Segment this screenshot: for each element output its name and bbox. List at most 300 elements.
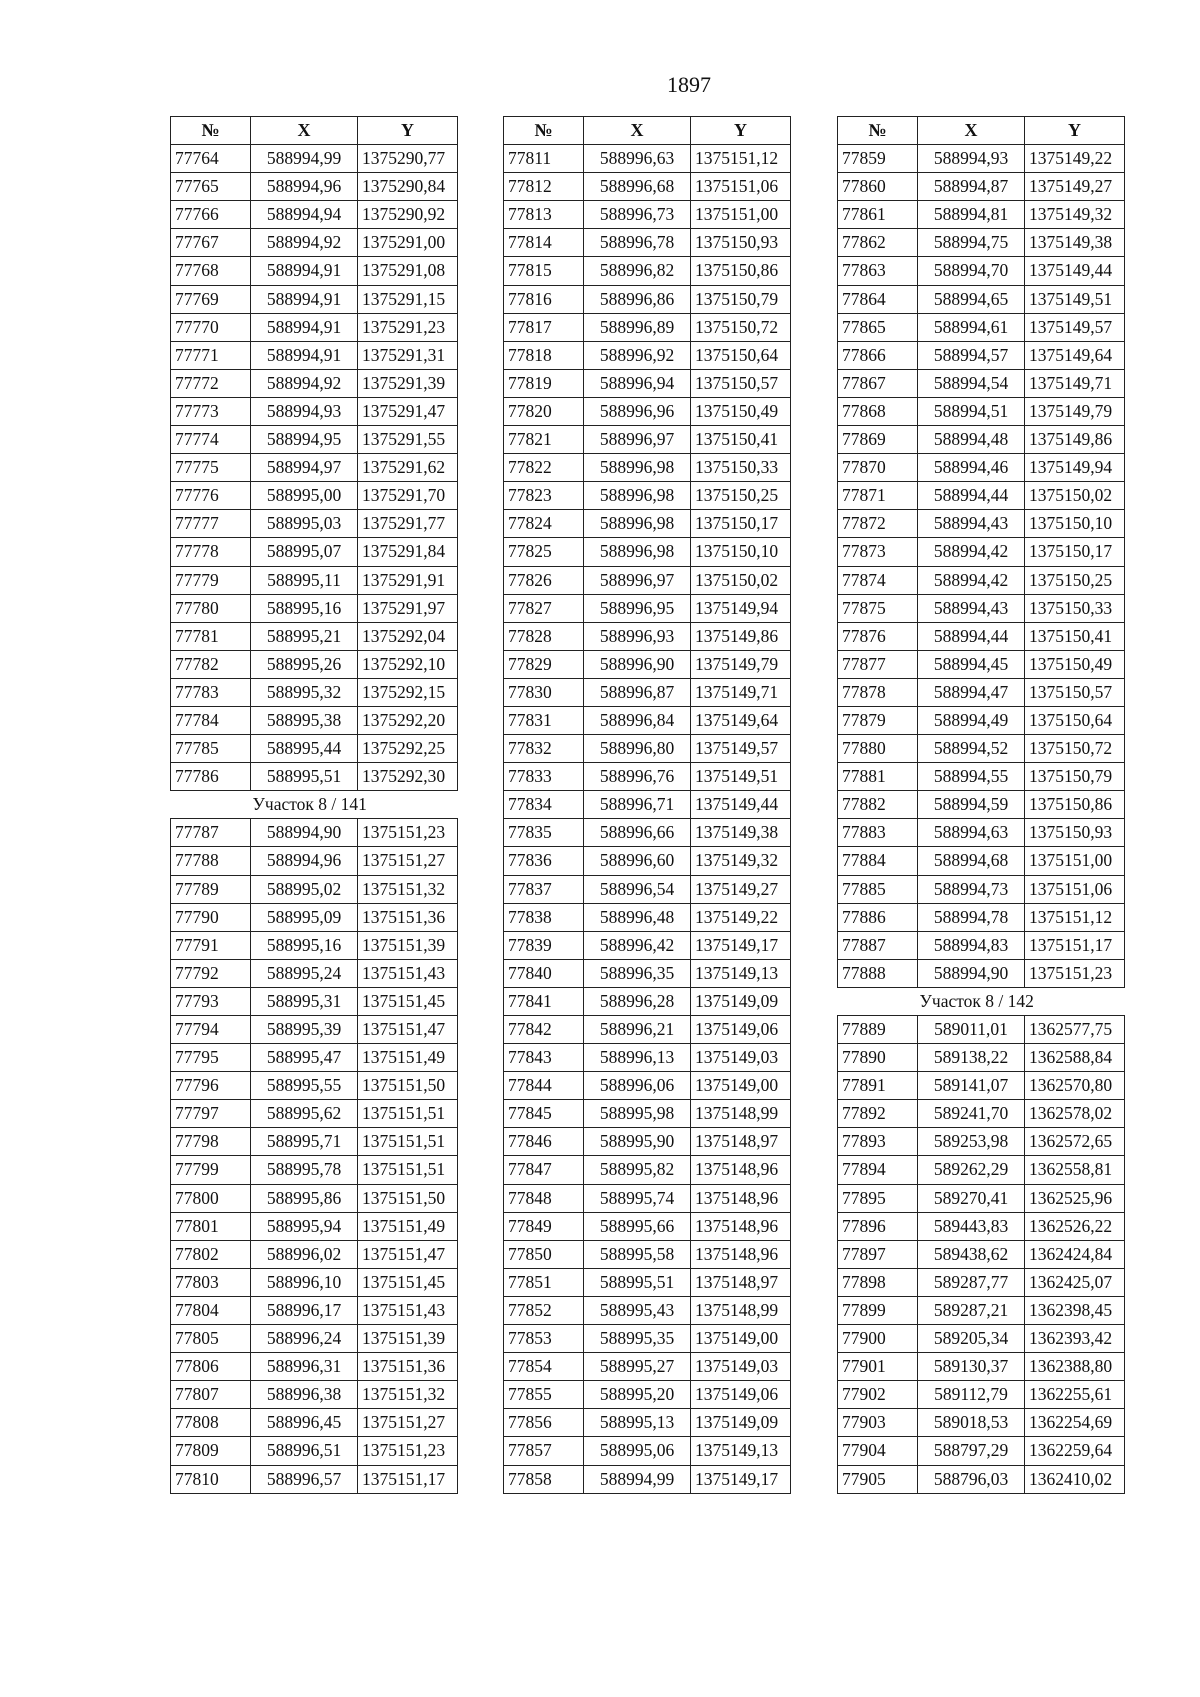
y-coordinate-cell: 1375151,51	[358, 1128, 458, 1156]
y-coordinate-cell: 1375291,15	[358, 285, 458, 313]
point-number-cell: 77830	[504, 678, 584, 706]
x-coordinate-cell: 588996,35	[584, 959, 691, 987]
y-coordinate-cell: 1375150,41	[1025, 622, 1125, 650]
x-coordinate-cell: 588996,42	[584, 931, 691, 959]
x-coordinate-cell: 588994,95	[251, 426, 358, 454]
table-row	[838, 510, 1125, 538]
y-coordinate-cell: 1375151,17	[1025, 931, 1125, 959]
y-coordinate-cell: 1375148,96	[691, 1212, 791, 1240]
y-coordinate-cell: 1362570,80	[1025, 1072, 1125, 1100]
x-coordinate-cell: 589262,29	[918, 1156, 1025, 1184]
y-coordinate-cell: 1362410,02	[1025, 1465, 1125, 1493]
table-row	[171, 1072, 458, 1100]
y-coordinate-cell: 1375149,57	[691, 735, 791, 763]
point-number-cell: 77771	[171, 341, 251, 369]
point-number-cell: 77842	[504, 1016, 584, 1044]
table-row	[838, 1100, 1125, 1128]
y-coordinate-cell: 1375291,23	[358, 313, 458, 341]
y-coordinate-cell: 1362254,69	[1025, 1409, 1125, 1437]
y-coordinate-cell: 1375150,02	[1025, 482, 1125, 510]
point-number-cell: 77807	[171, 1381, 251, 1409]
table-row	[504, 678, 791, 706]
table-row	[171, 285, 458, 313]
table-row	[838, 1016, 1125, 1044]
y-coordinate-cell: 1375291,39	[358, 369, 458, 397]
table-row	[838, 819, 1125, 847]
y-coordinate-cell: 1375150,10	[691, 538, 791, 566]
point-number-cell: 77791	[171, 931, 251, 959]
y-coordinate-cell: 1375148,97	[691, 1128, 791, 1156]
point-number-cell: 77900	[838, 1325, 918, 1353]
point-number-cell: 77834	[504, 791, 584, 819]
y-coordinate-cell: 1375151,36	[358, 903, 458, 931]
y-coordinate-cell: 1375151,23	[358, 1437, 458, 1465]
y-coordinate-cell: 1362588,84	[1025, 1044, 1125, 1072]
point-number-cell: 77898	[838, 1268, 918, 1296]
point-number-cell: 77845	[504, 1100, 584, 1128]
table-row	[504, 313, 791, 341]
table-row	[504, 931, 791, 959]
y-coordinate-cell: 1375292,15	[358, 678, 458, 706]
point-number-cell: 77839	[504, 931, 584, 959]
y-coordinate-cell: 1375150,72	[1025, 735, 1125, 763]
y-coordinate-cell: 1375150,10	[1025, 510, 1125, 538]
y-coordinate-cell: 1375151,00	[691, 201, 791, 229]
table-row	[171, 145, 458, 173]
y-coordinate-cell: 1375292,10	[358, 650, 458, 678]
x-coordinate-cell: 588996,13	[584, 1044, 691, 1072]
table-row	[838, 397, 1125, 425]
table-row	[838, 735, 1125, 763]
y-coordinate-cell: 1362393,42	[1025, 1325, 1125, 1353]
point-number-cell: 77780	[171, 594, 251, 622]
point-number-cell: 77767	[171, 229, 251, 257]
table-row	[171, 369, 458, 397]
x-coordinate-cell: 588996,92	[584, 341, 691, 369]
point-number-cell: 77851	[504, 1268, 584, 1296]
table-row	[838, 959, 1125, 987]
table-row	[838, 650, 1125, 678]
x-coordinate-cell: 588994,91	[251, 257, 358, 285]
table-row	[171, 1016, 458, 1044]
table-row	[171, 313, 458, 341]
x-coordinate-cell: 588996,96	[584, 397, 691, 425]
point-number-cell: 77778	[171, 538, 251, 566]
x-coordinate-cell: 588995,78	[251, 1156, 358, 1184]
x-coordinate-cell: 588995,43	[584, 1296, 691, 1324]
x-coordinate-cell: 588996,98	[584, 482, 691, 510]
table-row	[838, 257, 1125, 285]
table-row	[504, 847, 791, 875]
section-row	[838, 987, 1125, 1015]
point-number-cell: 77806	[171, 1353, 251, 1381]
table-row	[504, 341, 791, 369]
table-row	[838, 454, 1125, 482]
y-coordinate-cell: 1375151,49	[358, 1212, 458, 1240]
y-coordinate-cell: 1375149,22	[691, 903, 791, 931]
table-row	[838, 875, 1125, 903]
table-row	[504, 397, 791, 425]
y-coordinate-cell: 1375148,97	[691, 1268, 791, 1296]
point-number-cell: 77869	[838, 426, 918, 454]
table-row	[504, 1325, 791, 1353]
table-row	[838, 173, 1125, 201]
x-coordinate-cell: 588996,10	[251, 1268, 358, 1296]
y-coordinate-cell: 1375292,20	[358, 706, 458, 734]
point-number-cell: 77766	[171, 201, 251, 229]
point-number-cell: 77875	[838, 594, 918, 622]
x-coordinate-cell: 589270,41	[918, 1184, 1025, 1212]
x-coordinate-cell: 588996,98	[584, 510, 691, 538]
point-number-cell: 77846	[504, 1128, 584, 1156]
x-coordinate-cell: 588996,17	[251, 1296, 358, 1324]
header-number: №	[171, 117, 251, 145]
table-row	[504, 257, 791, 285]
y-coordinate-cell: 1375148,99	[691, 1296, 791, 1324]
x-coordinate-cell: 588994,61	[918, 313, 1025, 341]
y-coordinate-cell: 1375149,57	[1025, 313, 1125, 341]
point-number-cell: 77856	[504, 1409, 584, 1437]
table-row	[171, 1409, 458, 1437]
x-coordinate-cell: 588994,55	[918, 763, 1025, 791]
x-coordinate-cell: 588994,42	[918, 538, 1025, 566]
y-coordinate-cell: 1362526,22	[1025, 1212, 1125, 1240]
x-coordinate-cell: 588995,47	[251, 1044, 358, 1072]
y-coordinate-cell: 1375151,27	[358, 1409, 458, 1437]
point-number-cell: 77809	[171, 1437, 251, 1465]
table-row	[838, 1268, 1125, 1296]
y-coordinate-cell: 1375149,13	[691, 1437, 791, 1465]
y-coordinate-cell: 1375290,92	[358, 201, 458, 229]
x-coordinate-cell: 588995,24	[251, 959, 358, 987]
point-number-cell: 77788	[171, 847, 251, 875]
x-coordinate-cell: 588994,91	[251, 285, 358, 313]
point-number-cell: 77873	[838, 538, 918, 566]
y-coordinate-cell: 1375151,50	[358, 1184, 458, 1212]
point-number-cell: 77864	[838, 285, 918, 313]
y-coordinate-cell: 1375291,47	[358, 397, 458, 425]
point-number-cell: 77849	[504, 1212, 584, 1240]
coordinates-table-2	[503, 116, 791, 1494]
y-coordinate-cell: 1375151,39	[358, 1325, 458, 1353]
y-coordinate-cell: 1375148,96	[691, 1184, 791, 1212]
table-row	[171, 1353, 458, 1381]
header-number: №	[838, 117, 918, 145]
point-number-cell: 77832	[504, 735, 584, 763]
y-coordinate-cell: 1375290,77	[358, 145, 458, 173]
y-coordinate-cell: 1375149,51	[1025, 285, 1125, 313]
x-coordinate-cell: 588994,92	[251, 369, 358, 397]
point-number-cell: 77782	[171, 650, 251, 678]
x-coordinate-cell: 588994,63	[918, 819, 1025, 847]
x-coordinate-cell: 588995,32	[251, 678, 358, 706]
point-number-cell: 77820	[504, 397, 584, 425]
point-number-cell: 77783	[171, 678, 251, 706]
x-coordinate-cell: 588994,70	[918, 257, 1025, 285]
point-number-cell: 77800	[171, 1184, 251, 1212]
table-row	[838, 1353, 1125, 1381]
y-coordinate-cell: 1375151,45	[358, 1268, 458, 1296]
point-number-cell: 77812	[504, 173, 584, 201]
y-coordinate-cell: 1375151,06	[1025, 875, 1125, 903]
x-coordinate-cell: 588995,20	[584, 1381, 691, 1409]
y-coordinate-cell: 1375151,12	[691, 145, 791, 173]
point-number-cell: 77883	[838, 819, 918, 847]
x-coordinate-cell: 588994,44	[918, 622, 1025, 650]
y-coordinate-cell: 1375151,32	[358, 875, 458, 903]
point-number-cell: 77892	[838, 1100, 918, 1128]
y-coordinate-cell: 1375150,72	[691, 313, 791, 341]
x-coordinate-cell: 588996,80	[584, 735, 691, 763]
x-coordinate-cell: 589018,53	[918, 1409, 1025, 1437]
table-row	[171, 454, 458, 482]
x-coordinate-cell: 588995,82	[584, 1156, 691, 1184]
table-row	[504, 1268, 791, 1296]
point-number-cell: 77850	[504, 1240, 584, 1268]
point-number-cell: 77785	[171, 735, 251, 763]
x-coordinate-cell: 588797,29	[918, 1437, 1025, 1465]
y-coordinate-cell: 1375150,64	[1025, 706, 1125, 734]
y-coordinate-cell: 1375151,36	[358, 1353, 458, 1381]
x-coordinate-cell: 588996,02	[251, 1240, 358, 1268]
point-number-cell: 77861	[838, 201, 918, 229]
x-coordinate-cell: 588994,42	[918, 566, 1025, 594]
x-coordinate-cell: 588994,43	[918, 594, 1025, 622]
x-coordinate-cell: 588995,39	[251, 1016, 358, 1044]
point-number-cell: 77891	[838, 1072, 918, 1100]
x-coordinate-cell: 588994,59	[918, 791, 1025, 819]
y-coordinate-cell: 1375149,17	[691, 931, 791, 959]
table-row	[838, 1240, 1125, 1268]
point-number-cell: 77801	[171, 1212, 251, 1240]
y-coordinate-cell: 1375149,51	[691, 763, 791, 791]
x-coordinate-cell: 588996,90	[584, 650, 691, 678]
point-number-cell: 77831	[504, 706, 584, 734]
point-number-cell: 77896	[838, 1212, 918, 1240]
y-coordinate-cell: 1375149,94	[691, 594, 791, 622]
y-coordinate-cell: 1375150,86	[1025, 791, 1125, 819]
header-y: Y	[1025, 117, 1125, 145]
point-number-cell: 77855	[504, 1381, 584, 1409]
point-number-cell: 77817	[504, 313, 584, 341]
table-row	[171, 482, 458, 510]
point-number-cell: 77802	[171, 1240, 251, 1268]
y-coordinate-cell: 1375151,39	[358, 931, 458, 959]
point-number-cell: 77890	[838, 1044, 918, 1072]
y-coordinate-cell: 1375291,70	[358, 482, 458, 510]
table-row	[504, 875, 791, 903]
point-number-cell: 77858	[504, 1465, 584, 1493]
y-coordinate-cell: 1375151,49	[358, 1044, 458, 1072]
table-row	[171, 426, 458, 454]
x-coordinate-cell: 588996,45	[251, 1409, 358, 1437]
x-coordinate-cell: 588994,81	[918, 201, 1025, 229]
point-number-cell: 77787	[171, 819, 251, 847]
table-row	[838, 678, 1125, 706]
table-row	[504, 791, 791, 819]
table-row	[171, 538, 458, 566]
x-coordinate-cell: 588996,57	[251, 1465, 358, 1493]
y-coordinate-cell: 1375150,79	[1025, 763, 1125, 791]
point-number-cell: 77790	[171, 903, 251, 931]
y-coordinate-cell: 1375151,06	[691, 173, 791, 201]
point-number-cell: 77821	[504, 426, 584, 454]
x-coordinate-cell: 589287,77	[918, 1268, 1025, 1296]
y-coordinate-cell: 1375149,03	[691, 1353, 791, 1381]
x-coordinate-cell: 589443,83	[918, 1212, 1025, 1240]
x-coordinate-cell: 588994,54	[918, 369, 1025, 397]
table-row	[838, 1437, 1125, 1465]
header-row	[838, 117, 1125, 145]
point-number-cell: 77792	[171, 959, 251, 987]
point-number-cell: 77798	[171, 1128, 251, 1156]
point-number-cell: 77826	[504, 566, 584, 594]
x-coordinate-cell: 588996,97	[584, 566, 691, 594]
x-coordinate-cell: 588995,31	[251, 987, 358, 1015]
y-coordinate-cell: 1375150,33	[1025, 594, 1125, 622]
table-row	[838, 1212, 1125, 1240]
table-row	[838, 566, 1125, 594]
x-coordinate-cell: 588995,00	[251, 482, 358, 510]
y-coordinate-cell: 1375151,27	[358, 847, 458, 875]
point-number-cell: 77870	[838, 454, 918, 482]
y-coordinate-cell: 1375148,96	[691, 1156, 791, 1184]
table-row	[171, 1156, 458, 1184]
table-row	[171, 1437, 458, 1465]
x-coordinate-cell: 588994,91	[251, 341, 358, 369]
page-number: 1897	[667, 72, 711, 97]
y-coordinate-cell: 1375149,86	[691, 622, 791, 650]
point-number-cell: 77797	[171, 1100, 251, 1128]
x-coordinate-cell: 588996,21	[584, 1016, 691, 1044]
x-coordinate-cell: 588994,99	[584, 1465, 691, 1493]
y-coordinate-cell: 1375149,22	[1025, 145, 1125, 173]
y-coordinate-cell: 1375150,49	[1025, 650, 1125, 678]
y-coordinate-cell: 1375150,57	[691, 369, 791, 397]
x-coordinate-cell: 588994,43	[918, 510, 1025, 538]
x-coordinate-cell: 588996,82	[584, 257, 691, 285]
table-row	[504, 1184, 791, 1212]
table-row	[838, 931, 1125, 959]
x-coordinate-cell: 588994,90	[918, 959, 1025, 987]
table-row	[838, 201, 1125, 229]
point-number-cell: 77843	[504, 1044, 584, 1072]
point-number-cell: 77825	[504, 538, 584, 566]
table-row	[504, 201, 791, 229]
x-coordinate-cell: 588996,87	[584, 678, 691, 706]
table-row	[504, 819, 791, 847]
x-coordinate-cell: 588994,99	[251, 145, 358, 173]
point-number-cell: 77805	[171, 1325, 251, 1353]
y-coordinate-cell: 1375149,64	[691, 706, 791, 734]
point-number-cell: 77833	[504, 763, 584, 791]
table-row	[171, 1381, 458, 1409]
point-number-cell: 77810	[171, 1465, 251, 1493]
y-coordinate-cell: 1375151,45	[358, 987, 458, 1015]
x-coordinate-cell: 589011,01	[918, 1016, 1025, 1044]
x-coordinate-cell: 588996,48	[584, 903, 691, 931]
point-number-cell: 77903	[838, 1409, 918, 1437]
table-row	[838, 622, 1125, 650]
table-row	[171, 706, 458, 734]
y-coordinate-cell: 1375149,79	[691, 650, 791, 678]
table-row	[838, 1296, 1125, 1324]
point-number-cell: 77815	[504, 257, 584, 285]
table-row	[838, 426, 1125, 454]
point-number-cell: 77796	[171, 1072, 251, 1100]
x-coordinate-cell: 588996,68	[584, 173, 691, 201]
table-row	[171, 397, 458, 425]
y-coordinate-cell: 1375150,25	[1025, 566, 1125, 594]
point-number-cell: 77836	[504, 847, 584, 875]
y-coordinate-cell: 1375151,47	[358, 1240, 458, 1268]
point-number-cell: 77889	[838, 1016, 918, 1044]
x-coordinate-cell: 588996,93	[584, 622, 691, 650]
table-row	[171, 1465, 458, 1493]
x-coordinate-cell: 588994,46	[918, 454, 1025, 482]
table-row	[504, 1016, 791, 1044]
x-coordinate-cell: 588996,86	[584, 285, 691, 313]
table-row	[838, 791, 1125, 819]
table-row	[504, 229, 791, 257]
x-coordinate-cell: 589438,62	[918, 1240, 1025, 1268]
table-row	[504, 1100, 791, 1128]
x-coordinate-cell: 588994,92	[251, 229, 358, 257]
table-row	[504, 1072, 791, 1100]
y-coordinate-cell: 1375151,43	[358, 1296, 458, 1324]
point-number-cell: 77878	[838, 678, 918, 706]
y-coordinate-cell: 1362255,61	[1025, 1381, 1125, 1409]
point-number-cell: 77768	[171, 257, 251, 285]
table-row	[171, 257, 458, 285]
y-coordinate-cell: 1375149,17	[691, 1465, 791, 1493]
point-number-cell: 77784	[171, 706, 251, 734]
point-number-cell: 77905	[838, 1465, 918, 1493]
y-coordinate-cell: 1362578,02	[1025, 1100, 1125, 1128]
y-coordinate-cell: 1375149,71	[691, 678, 791, 706]
point-number-cell: 77863	[838, 257, 918, 285]
point-number-cell: 77885	[838, 875, 918, 903]
table-row	[504, 482, 791, 510]
x-coordinate-cell: 588995,26	[251, 650, 358, 678]
x-coordinate-cell: 588994,51	[918, 397, 1025, 425]
point-number-cell: 77838	[504, 903, 584, 931]
x-coordinate-cell: 589253,98	[918, 1128, 1025, 1156]
table-row	[838, 763, 1125, 791]
point-number-cell: 77893	[838, 1128, 918, 1156]
table-row	[838, 1325, 1125, 1353]
x-coordinate-cell: 589287,21	[918, 1296, 1025, 1324]
table-row	[171, 1100, 458, 1128]
table-row	[504, 763, 791, 791]
table-row	[171, 763, 458, 791]
table-row	[504, 538, 791, 566]
table-row	[504, 1296, 791, 1324]
point-number-cell: 77888	[838, 959, 918, 987]
y-coordinate-cell: 1375150,79	[691, 285, 791, 313]
x-coordinate-cell: 588995,90	[584, 1128, 691, 1156]
point-number-cell: 77789	[171, 875, 251, 903]
table-row	[504, 903, 791, 931]
table-row	[504, 285, 791, 313]
x-coordinate-cell: 588995,51	[251, 763, 358, 791]
x-coordinate-cell: 588996,94	[584, 369, 691, 397]
point-number-cell: 77882	[838, 791, 918, 819]
point-number-cell: 77877	[838, 650, 918, 678]
y-coordinate-cell: 1375291,62	[358, 454, 458, 482]
y-coordinate-cell: 1375149,44	[1025, 257, 1125, 285]
y-coordinate-cell: 1375292,04	[358, 622, 458, 650]
